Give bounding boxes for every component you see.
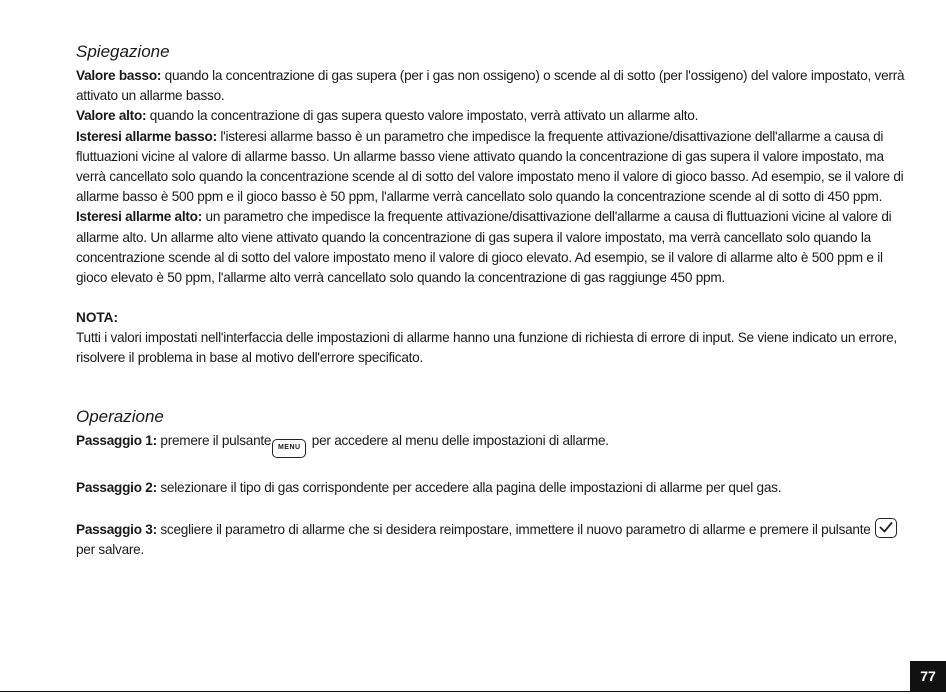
text-high-hysteresis: un parametro che impedisce la frequente attivazione/disattivazione dell'allarme a causa di fluttuazioni vicine al valore di allarme alto. Un allarme alto viene attivato quando la concentrazione di gas supera il valore impostato, ma verrà cancellato solo quando la concentrazione scende al di sotto del valore impostato meno il valore di gioco elevato. Ad esempio, se il valore di allarme alto è 500 ppm e il gioco elevato è 50 ppm, l'allarme alto verrà cancellato solo quando la concentrazione di gas raggiunge 450 ppm.	[76, 209, 892, 286]
text-low-value: quando la concentrazione di gas supera (per i gas non ossigeno) o scende al di sotto (per l'ossigeno) del valore impostato, verrà attivato un allarme basso.	[76, 68, 905, 104]
step-3-text-before: scegliere il parametro di allarme che si desidera reimpostare, immettere il nuovo parametro di allarme e premere il pulsante	[156, 521, 875, 537]
bottom-rule	[0, 691, 946, 692]
paragraph-high-value	[76, 106, 906, 126]
step-2-text: selezionare il tipo di gas corrispondente per accedere alla pagina delle impostazioni di allarme per quel gas.	[156, 479, 782, 495]
step-1-text-after: per accedere al menu delle impostazioni di allarme.	[308, 432, 609, 448]
text-low-hysteresis: l'isteresi allarme basso è un parametro che impedisce la frequente attivazione/disattivazione dell'allarme a causa di fluttuazioni vicine al valore di allarme basso. Un allarme basso viene attivato quando la concentrazione di gas supera il valore impostato, ma verrà cancellato solo quando la concentrazione scende al di sotto del valore impostato meno il valore di gioco basso. Ad esempio, se il valore di allarme basso è 500 ppm e il gioco basso è 50 ppm, l'allarme verrà cancellato solo quando la concentrazione scende al di sotto di 450 ppm.	[76, 128, 904, 205]
term-low-hysteresis: Isteresi allarme basso:	[76, 128, 217, 144]
step-2-label: Passaggio 2:	[76, 479, 157, 495]
step-1-label: Passaggio 1:	[76, 432, 157, 448]
check-icon	[875, 518, 897, 538]
note-text: Tutti i valori impostati nell'interfaccia delle impostazioni di allarme hanno una funzione di richiesta di errore di input. Se viene indicato un errore, risolvere il problema in base al motivo dell'errore specificato.	[76, 330, 897, 366]
step-3-text-after: per salvare.	[76, 542, 145, 558]
term-high-value: Valore alto:	[76, 108, 147, 124]
step-1-text-before: premere il pulsante	[156, 432, 272, 448]
paragraph-low-value	[76, 66, 906, 106]
term-low-value: Valore basso:	[76, 68, 162, 83]
paragraph-low-hysteresis	[76, 127, 906, 208]
menu-button-icon: MENU	[272, 439, 306, 458]
text-high-value: quando la concentrazione di gas supera questo valore impostato, verrà attivato un allarme alto.	[146, 108, 699, 124]
step-1	[76, 431, 906, 458]
note-title: NOTA:	[76, 310, 119, 326]
paragraph-high-hysteresis	[76, 207, 906, 288]
term-high-hysteresis: Isteresi allarme alto:	[76, 209, 202, 225]
step-3	[76, 518, 906, 560]
step-2	[76, 478, 906, 498]
page-number: 77	[910, 661, 946, 691]
section-title-explanation: Spiegazione	[76, 42, 170, 61]
page-content	[76, 40, 906, 560]
step-3-label: Passaggio 3:	[76, 521, 157, 537]
section-title-operation: Operazione	[76, 406, 164, 426]
